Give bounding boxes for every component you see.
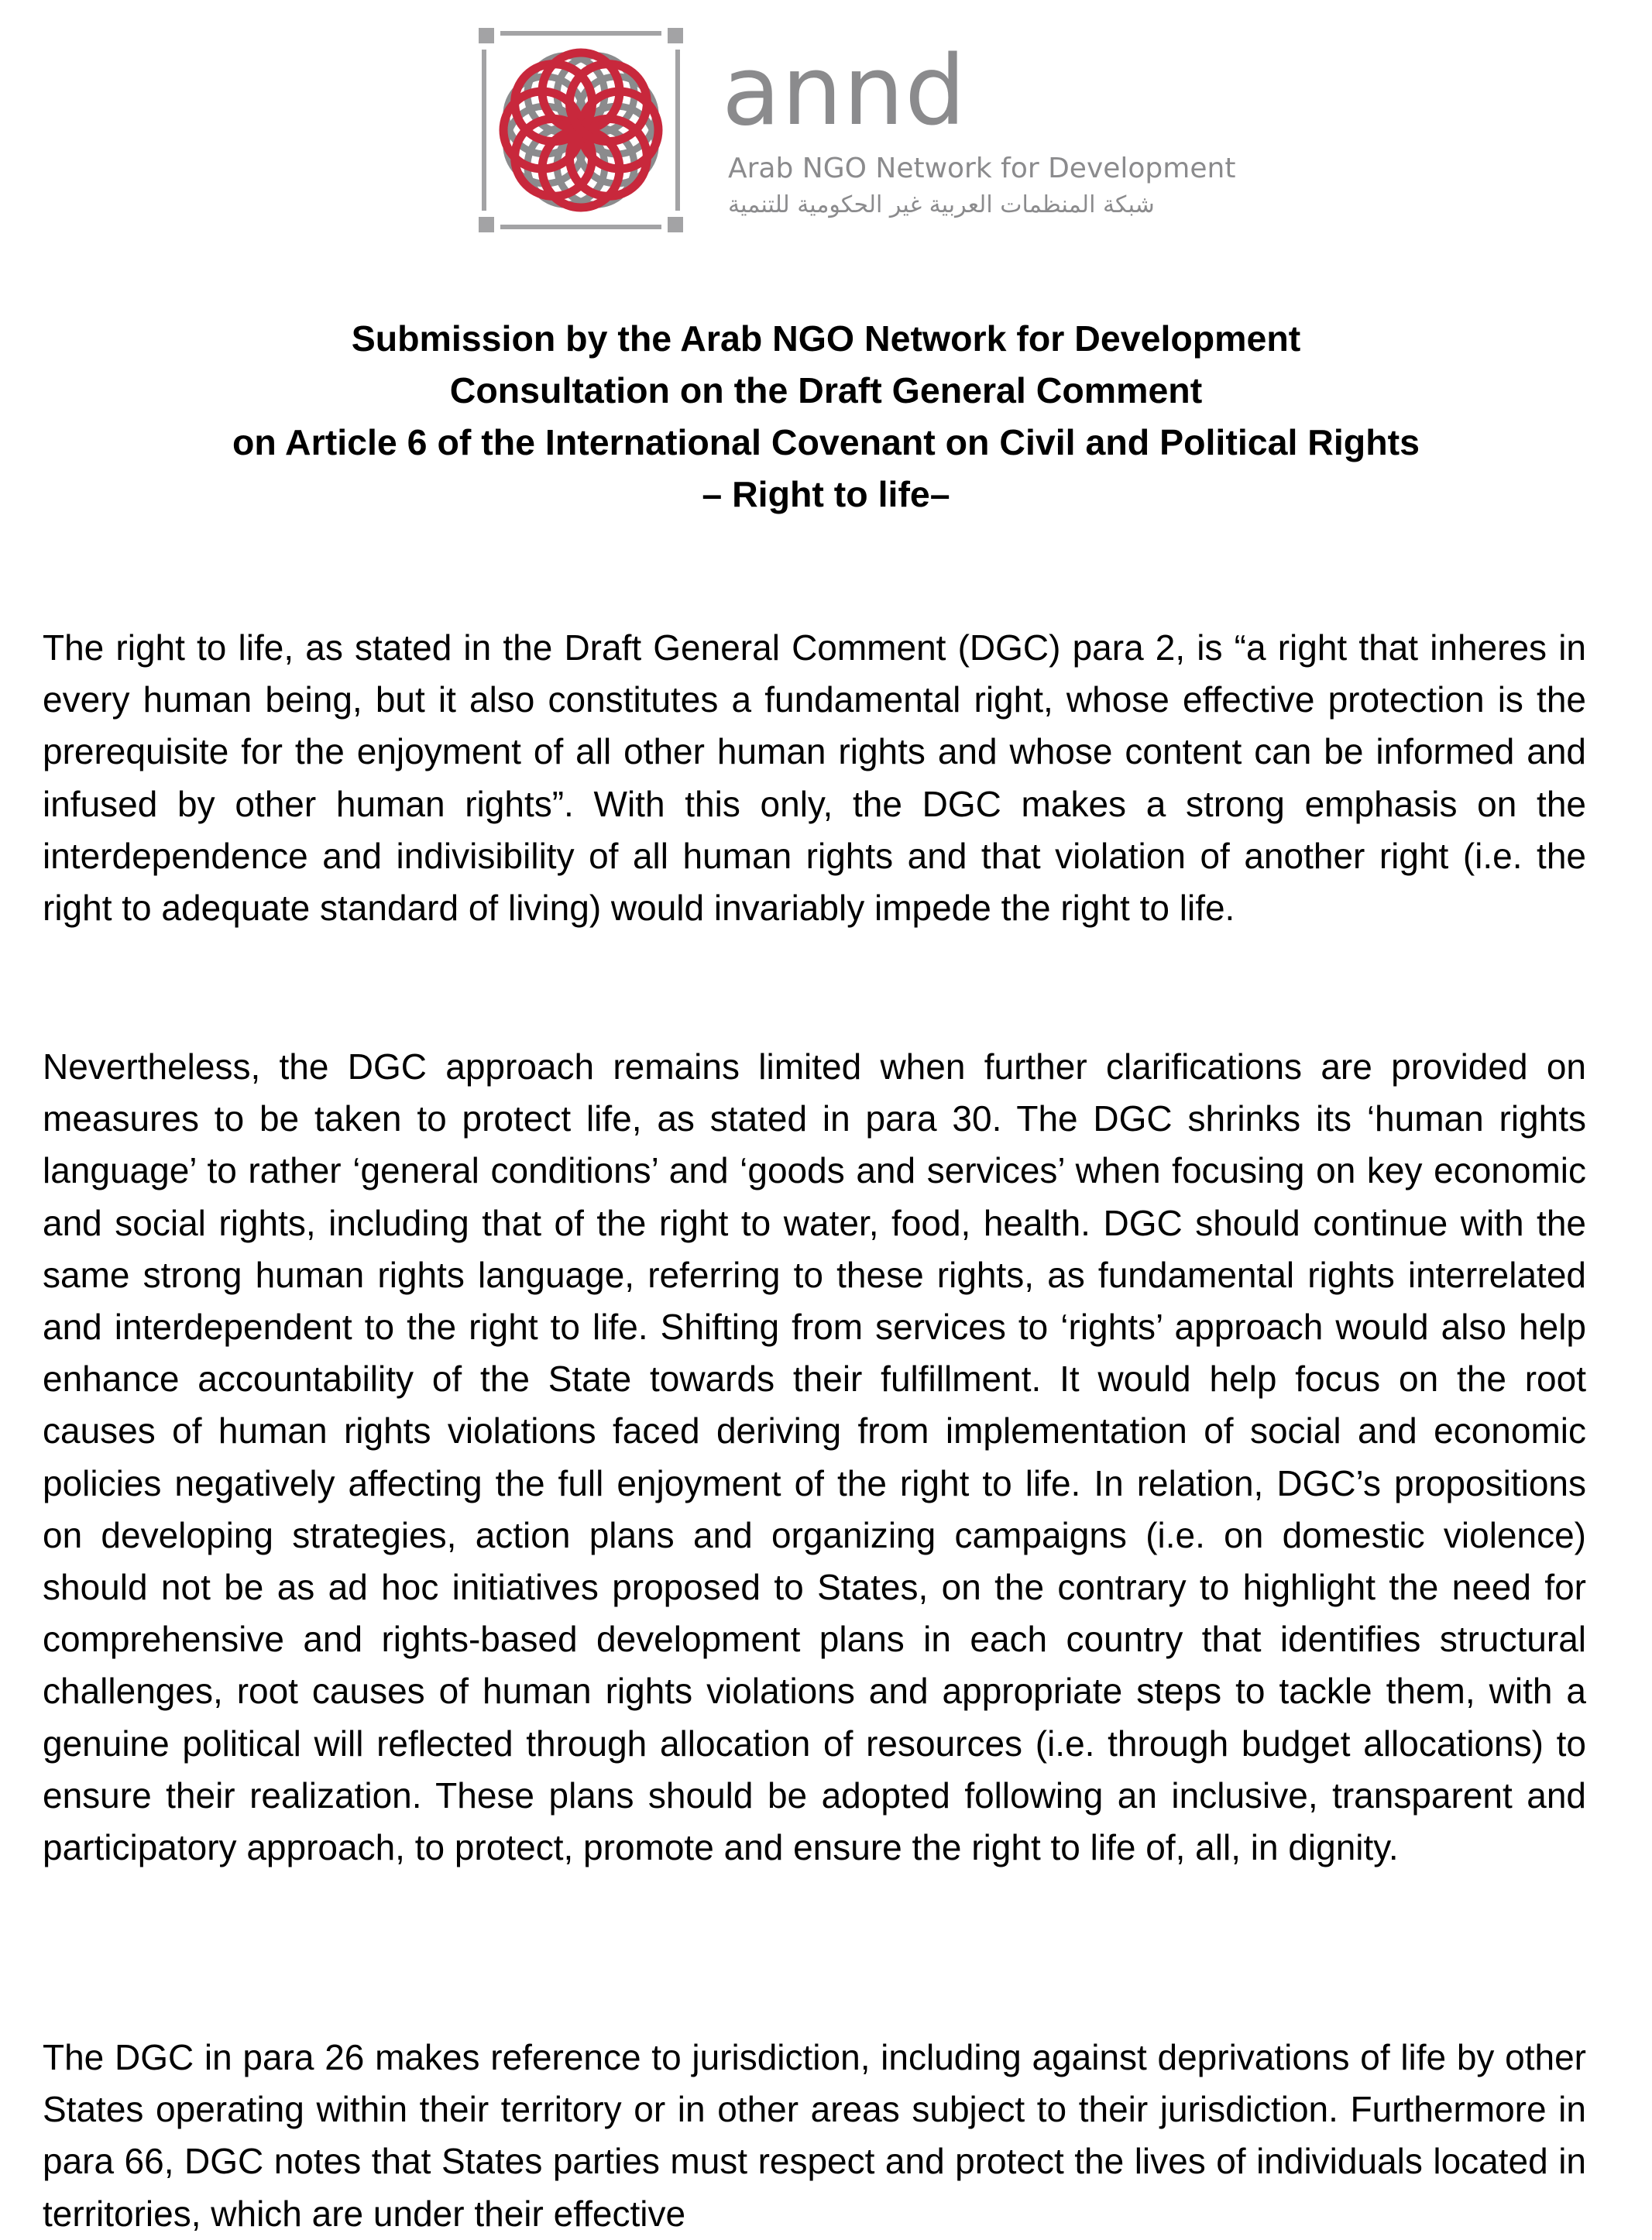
annd-logo: [472, 22, 1236, 246]
logo-wordmark: annd: [722, 36, 967, 147]
title-line-4: – Right to life–: [702, 474, 950, 514]
logo-subtitle-english: Arab NGO Network for Development: [728, 153, 1236, 184]
title-line-2: Consultation on the Draft General Comment: [449, 370, 1203, 411]
logo-subtitle-arabic: شبكة المنظمات العربية غير الحكومية للتنمية: [728, 191, 1155, 218]
document-title: [0, 313, 1652, 520]
body-paragraph: The right to life, as stated in the Draft General Comment (DGC) para 2, is “a right that inheres in every human being, but it also constitutes a fundamental right, whose effective protection is the prerequisite for the enjoyment of all other human rights and whose content can be informed and infused by other human rights”. With this only, the DGC makes a strong emphasis on the interdependence and indivisibility of all human rights and that violation of another right (i.e. the right to adequate standard of living) would invariably impede the right to life.: [43, 627, 1586, 929]
annd-logo-mark-icon: [472, 22, 689, 239]
title-line-3: on Article 6 of the International Covenant on Civil and Political Rights: [232, 422, 1420, 462]
body-paragraph: The DGC in para 26 makes reference to jurisdiction, including against deprivations of life by other States operating within their territory or in other areas subject to their jurisdiction. Furthermore in para 66, DGC notes that States parties must respect and protect the lives of individuals located in territories, which are under their effective: [43, 2037, 1586, 2234]
body-paragraph: Nevertheless, the DGC approach remains limited when further clarifications are provided on measures to be taken to protect life, as stated in para 30. The DGC shrinks its ‘human rights language’ to rather ‘general conditions’ and ‘goods and services’ when focusing on key economic and social rights, including that of the right to water, food, health. DGC should continue with the same strong human rights language, referring to these rights, as fundamental rights interrelated and interdependent to the right to life. Shifting from services to ‘rights’ approach would also help enhance accountability of the State towards their fulfillment. It would help focus on the root causes of human rights violations faced deriving from implementation of social and economic policies negatively affecting the full enjoyment of the right to life. In relation, DGC’s propositions on developing strategies, action plans and organizing campaigns (i.e. on domestic violence) should not be as ad hoc initiatives proposed to States, on the contrary to highlight the need for comprehensive and rights-based development plans in each country that identifies structural challenges, root causes of human rights violations and appropriate steps to tackle them, with a genuine political will reflected through allocation of resources (i.e. through budget allocations) to ensure their realization. These plans should be adopted following an inclusive, transparent and participatory approach, to protect, promote and ensure the right to life of, all, in dignity.: [43, 1046, 1586, 1868]
title-line-1: Submission by the Arab NGO Network for Development: [351, 318, 1301, 359]
